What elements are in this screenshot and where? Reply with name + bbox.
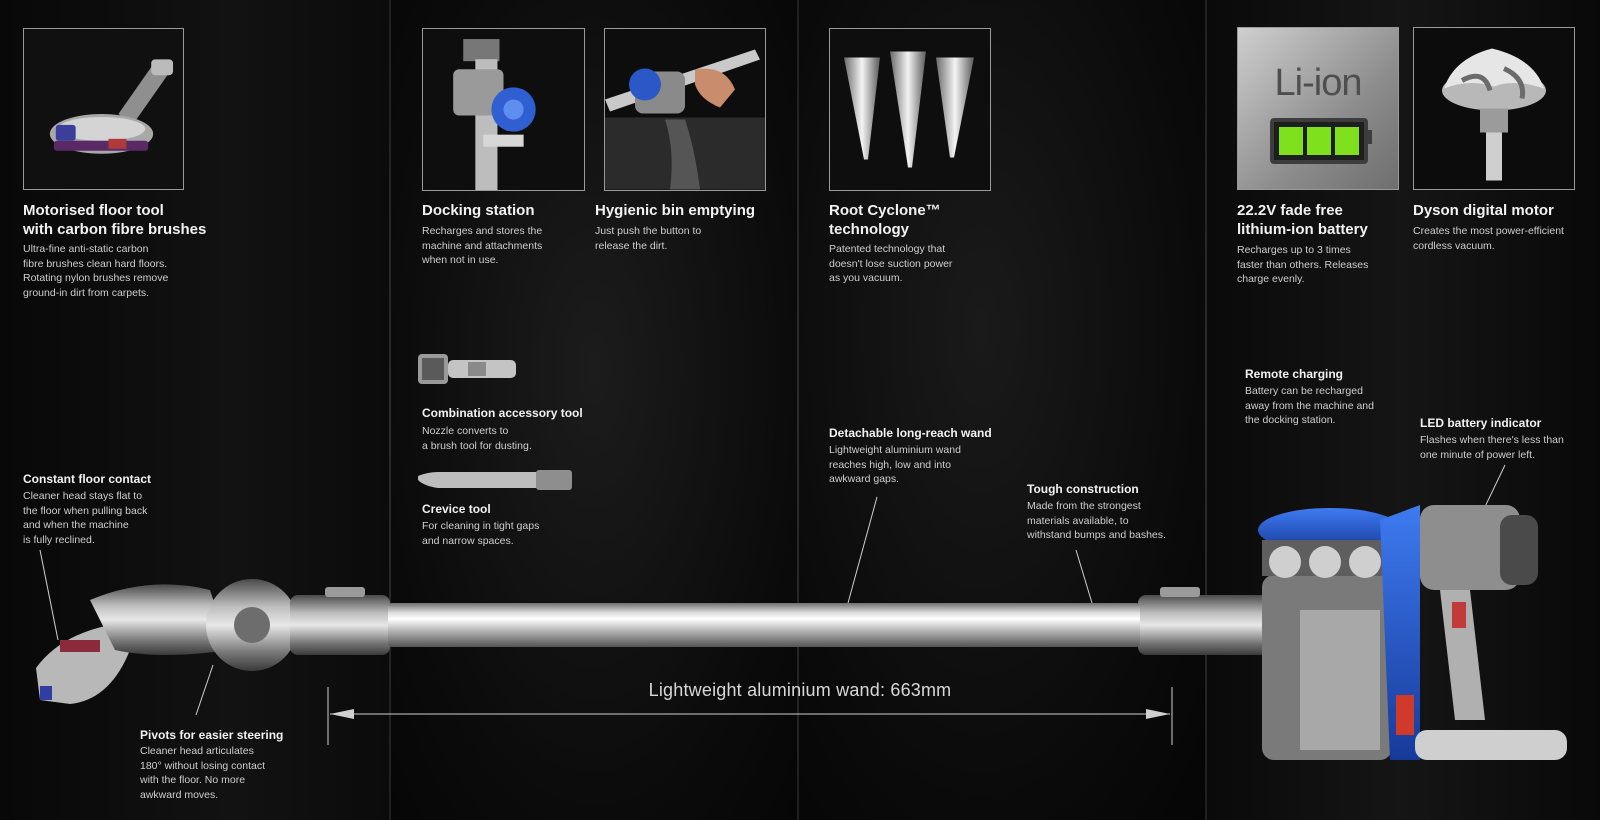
digital-motor-title: Dyson digital motor xyxy=(1413,202,1554,219)
crevice-tool-description: For cleaning in tight gaps and narrow spaces. xyxy=(422,520,540,547)
combination-tool-title: Combination accessory tool xyxy=(422,406,583,420)
remote-charging-title: Remote charging xyxy=(1245,367,1344,381)
wand-title: Detachable long-reach wand xyxy=(829,426,992,440)
crevice-tool-title: Crevice tool xyxy=(422,502,491,516)
tough-construction-description: Made from the strongest materials available, to withstand bumps and bashes. xyxy=(1027,500,1166,541)
bin-emptying-title: Hygienic bin emptying xyxy=(595,202,756,219)
battery-title: 22.2V fade free lithium-ion battery xyxy=(1237,202,1368,238)
wand-description: Lightweight aluminium wand reaches high, low and into awkward gaps. xyxy=(829,444,961,485)
li-ion-logo: Li-ion xyxy=(1274,62,1362,104)
wand-length-label: Lightweight aluminium wand: 663mm xyxy=(648,680,952,700)
root-cyclone-description: Patented technology that doesn't lose suction power as you vacuum. xyxy=(829,243,953,284)
floor-contact-title: Constant floor contact xyxy=(23,472,151,486)
floor-tool-title: Motorised floor tool with carbon fibre brushes xyxy=(23,202,207,238)
pivots-title: Pivots for easier steering xyxy=(140,728,284,742)
root-cyclone-title: Root Cyclone™ technology xyxy=(829,202,941,238)
floor-tool-description: Ultra-fine anti-static carbon fibre brushes clean hard floors. Rotating nylon brushes remove ground-in dirt from carpets. xyxy=(23,243,169,299)
docking-station-description: Recharges and stores the machine and attachments when not in use. xyxy=(422,225,543,266)
led-indicator-title: LED battery indicator xyxy=(1420,416,1542,430)
remote-charging-description: Battery can be recharged away from the machine and the docking station. xyxy=(1245,385,1374,426)
battery-description: Recharges up to 3 times faster than others. Releases charge evenly. xyxy=(1237,244,1369,285)
led-indicator-description: Flashes when there's less than one minute of power left. xyxy=(1420,434,1564,461)
pivots-description: Cleaner head articulates 180° without losing contact with the floor. No more awkward moves. xyxy=(140,745,266,801)
bin-emptying-description: Just push the button to release the dirt. xyxy=(595,225,702,252)
tough-construction-title: Tough construction xyxy=(1027,482,1139,496)
digital-motor-description: Creates the most power-efficient cordless vacuum. xyxy=(1413,225,1564,252)
combination-tool-description: Nozzle converts to a brush tool for dusting. xyxy=(422,425,532,452)
floor-contact-description: Cleaner head stays flat to the floor when pulling back and when the machine is fully reclined. xyxy=(23,490,148,546)
docking-station-title: Docking station xyxy=(422,202,535,219)
